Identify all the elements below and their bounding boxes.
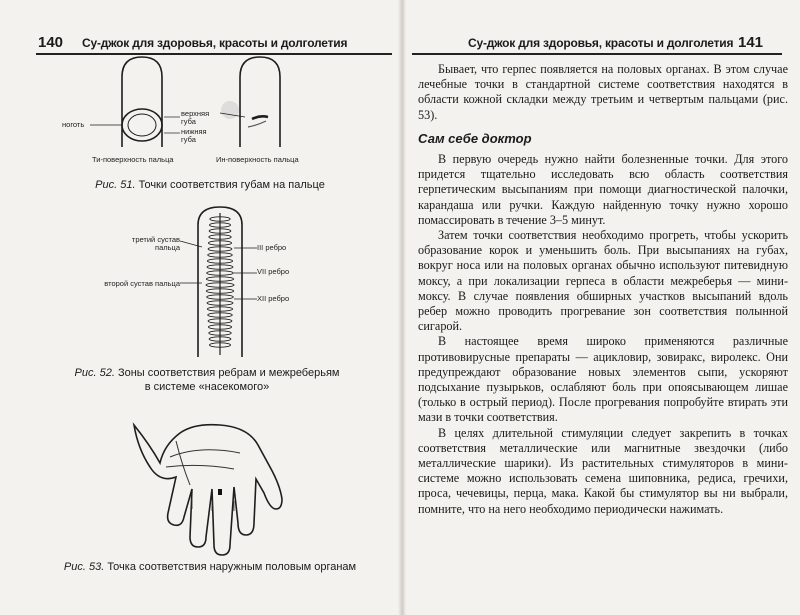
- fig51-caption-text: Точки соответствия губам на пальце: [138, 179, 325, 191]
- label-inner-surface: Ин-поверхность пальца: [216, 155, 299, 164]
- book-gutter: [398, 0, 406, 615]
- intro-text: [418, 62, 788, 123]
- fig53-hand-diagram: [130, 405, 290, 557]
- fig51-caption: [80, 178, 340, 192]
- fig52-caption-prefix: Рис. 52.: [74, 367, 115, 379]
- paragraph-3: В настоящее время широко применяются различные противовирусные препараты — ацикловир, зовиракс, виролекс. Они предупреждают образование новых элементов сыпи, ускоряют подсыхание пузырьков, ослабляют боль при опоясывающем лишае (только в острый период). После прогревания попробуйте втирать эти мази в точки соответствия.: [418, 334, 788, 425]
- body-text: [418, 152, 788, 517]
- label-second-joint: второй сустав пальца: [104, 279, 180, 288]
- fig52-caption: [72, 366, 342, 394]
- left-page-number: 140: [38, 34, 64, 51]
- paragraph-4: В целях длительной стимуляции следует закрепить в точках соответствия металлические или магнитные звездочки (либо металлические шарики). Из растительных стимуляторов в мини-системе можно использовать семена шиповника, редиса, гречихи, проса, чечевицы, перца, мака. Какой бы стимулятор вы ни выбрали, помните, что на него необходимо периодически нажимать.: [418, 425, 788, 516]
- label-third-joint: третий сустав пальца: [131, 235, 180, 252]
- paragraph-1: В первую очередь нужно найти болезненные точки. Для этого придется тщательно исследовать всю область соответствия герпетическим высыпаниям при помощи диагностической палочки, карандаша или ручки. Каждую найденную точку нужно хорошо помассировать в течение 3–5 минут.: [418, 152, 788, 227]
- fig51-caption-prefix: Рис. 51.: [95, 179, 136, 191]
- label-upper-lip: верхняя губа: [181, 109, 210, 126]
- fig53-caption-prefix: Рис. 53.: [63, 561, 105, 573]
- fig53-caption: [60, 560, 360, 574]
- paragraph-2: Затем точки соответствия необходимо прогреть, чтобы ускорить образование корок и уменьшить боль. При высыпаниях на губах, вокруг носа или на половых органах обычно используют питевидную моксу, а при локализации герпеса в области межреберья — мини-моксу. В случае появления обширных участков высыпаний вдоль ребер можно проводить прогревание зон соответствия полынной сигарой.: [418, 228, 788, 334]
- right-page-number: 141: [738, 34, 764, 51]
- section-title: Сам себе доктор: [418, 131, 532, 146]
- right-header-rule: [412, 53, 782, 55]
- fig53-caption-text: Точка соответствия наружным половым органам: [107, 561, 357, 573]
- fig52-leader-lines: [180, 235, 260, 305]
- label-back-surface: Ти-поверхность пальца: [92, 155, 174, 164]
- intro-paragraph: Бывает, что герпес появляется на половых органах. В этом случае лечебные точки в стандартной системе соответствия находятся в области кожной складки между третьим и четвертым пальцами (рис. 53).: [418, 62, 788, 122]
- label-rib12: XII ребро: [257, 294, 290, 303]
- label-rib7: VII ребро: [257, 267, 290, 276]
- label-nail: ноготь: [62, 120, 85, 129]
- left-running-head: Су-джок для здоровья, красоты и долголетия: [82, 36, 348, 50]
- fig52-caption-text: Зоны соответствия ребрам и межреберьям в системе «насекомого»: [117, 367, 340, 393]
- label-lower-lip: нижняя губа: [181, 127, 207, 144]
- right-running-head: Су-джок для здоровья, красоты и долголетия: [468, 36, 734, 50]
- label-rib3: III ребро: [257, 243, 287, 252]
